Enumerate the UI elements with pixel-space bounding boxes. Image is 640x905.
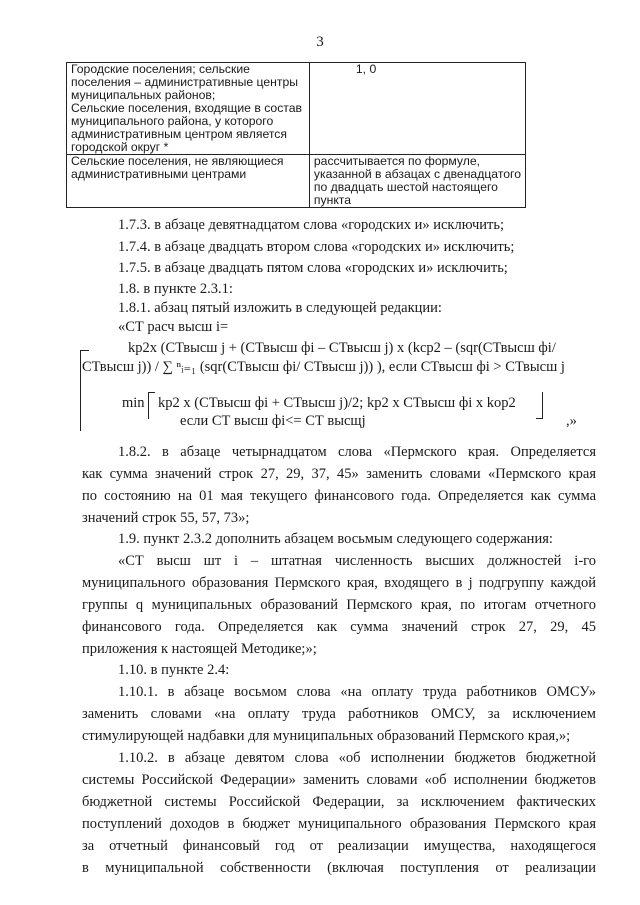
paragraph-1-8: 1.8. в пункте 2.3.1:: [118, 281, 233, 297]
coefficients-table: [66, 62, 526, 208]
cell-line: административным центром является: [71, 127, 287, 141]
paragraph-1-10-1-line: заменить словами «на оплату труда работников ОМСУ, за исключением: [82, 706, 596, 722]
paragraph-1-8-2-line: по состоянию на 01 мая текущего финансового года. Определяется как сумма: [82, 488, 596, 504]
paragraph-1-8-1: 1.8.1. абзац пятый изложить в следующей редакции:: [118, 300, 442, 316]
paragraph-1-7-5: 1.7.5. в абзаце двадцать пятом слова «городских и» исключить;: [118, 260, 508, 276]
paragraph-1-10-2-line: поступлений доходов в бюджет муниципального образования Пермского края: [82, 816, 596, 832]
cell-line: Городские поселения; сельские: [71, 62, 250, 76]
page-number: 3: [316, 34, 324, 50]
paragraph-1-9-line: приложения к настоящей Методике;»;: [82, 641, 317, 657]
cell-line: муниципального района, у которого: [71, 114, 274, 128]
table-cell-value: [309, 155, 525, 208]
cell-line: административными центрами: [71, 167, 247, 181]
table-cell-category: [67, 155, 310, 208]
cell-line: по двадцать шестой настоящего: [313, 180, 498, 194]
paragraph-1-8-2-line: 1.8.2. в абзаце четырнадцатом слова «Пермского края. Определяется: [118, 444, 596, 460]
paragraph-1-10-2-line: системы Российской Федерации» заменить словами «об исполнении бюджетов: [82, 772, 596, 788]
table-cell-category: [67, 63, 310, 155]
paragraph-1-9-line: «СТ высш шт i – штатная численность высших должностей i-го: [118, 553, 596, 569]
paragraph-1-10-1-line: стимулирующей надбавки для муниципальных образований Пермского края,»;: [82, 728, 571, 744]
paragraph-1-9-line: финансового года. Определяется как сумма значений строк 27, 29, 45: [82, 619, 596, 635]
paragraph-1-10-2-line: за отчетный финансовый год от реализации имущества, находящегося: [82, 838, 596, 854]
cell-line: Сельские поселения, не являющиеся: [71, 154, 284, 168]
formula-min-brace-left: [148, 392, 155, 419]
cell-line: пункта: [313, 193, 352, 207]
paragraph-1-8-2-line: как сумма значений строк 27, 29, 37, 45» заменить словами «Пермского края: [82, 466, 596, 482]
formula-line-1: kp2x (СТвысш j + (СТвысш фi – СТвысш j) x (kcp2 – (sqr(СТвысш фi/: [128, 340, 556, 356]
cell-line: Сельские поселения, входящие в состав: [71, 101, 302, 115]
formula-line-4: если СТ высш фi<= СТ высщj: [180, 413, 366, 429]
cell-line: муниципальных районов;: [71, 88, 216, 102]
paragraph-1-10-2-line: в муниципальной собственности (включая поступления от реализации: [82, 860, 596, 876]
cell-line: поселения – административные центры: [71, 75, 298, 89]
formula-line-2: СТвысш j)) / ∑ ⁿᵢ₌₁ (sqr(СТвысш фi/ СТвысш j)) ), если СТвысш фi > СТвысш j: [82, 359, 565, 375]
formula-head: «СТ расч высш i=: [118, 319, 229, 335]
formula-line-3: kp2 x (СТвысш фi + СТвысш j)/2; kp2 x СТвысш фi x kop2: [158, 395, 516, 411]
paragraph-1-7-3: 1.7.3. в абзаце девятнадцатом слова «городских и» исключить;: [118, 217, 505, 233]
cell-value: 1, 0: [355, 62, 377, 76]
cell-line: городской округ *: [71, 140, 169, 154]
formula-min: min: [122, 395, 145, 411]
paragraph-1-9-line: 1.9. пункт 2.3.2 дополнить абзацем восьмым следующего содержания:: [118, 531, 553, 547]
table-cell-value: [309, 63, 525, 155]
table-row: [67, 63, 526, 155]
paragraph-1-10-2-line: 1.10.2. в абзаце девятом слова «об исполнении бюджетов бюджетной: [118, 750, 596, 766]
paragraph-1-7-4: 1.7.4. в абзаце двадцать втором слова «городских и» исключить;: [118, 239, 515, 255]
paragraph-1-9-line: группы q муниципальных образований Пермского края, по итогам отчетного: [82, 597, 596, 613]
paragraph-1-9-line: муниципального образования Пермского края, входящего в j подгруппу каждой: [82, 575, 596, 591]
paragraph-1-10: 1.10. в пункте 2.4:: [118, 662, 230, 678]
formula-end: ,»: [566, 413, 577, 429]
paragraph-1-10-1-line: 1.10.1. в абзаце восьмом слова «на оплату труда работников ОМСУ»: [118, 684, 596, 700]
paragraph-1-10-2-line: бюджетной системы Российской Федерации, за исключением фактических: [82, 794, 596, 810]
cell-line: рассчитывается по формуле,: [313, 154, 480, 168]
table-row: [67, 155, 526, 208]
cell-line: указанной в абзацах с двенадцатого: [313, 167, 521, 181]
paragraph-1-8-2-line: значений строк 55, 57, 73»;: [82, 510, 250, 526]
